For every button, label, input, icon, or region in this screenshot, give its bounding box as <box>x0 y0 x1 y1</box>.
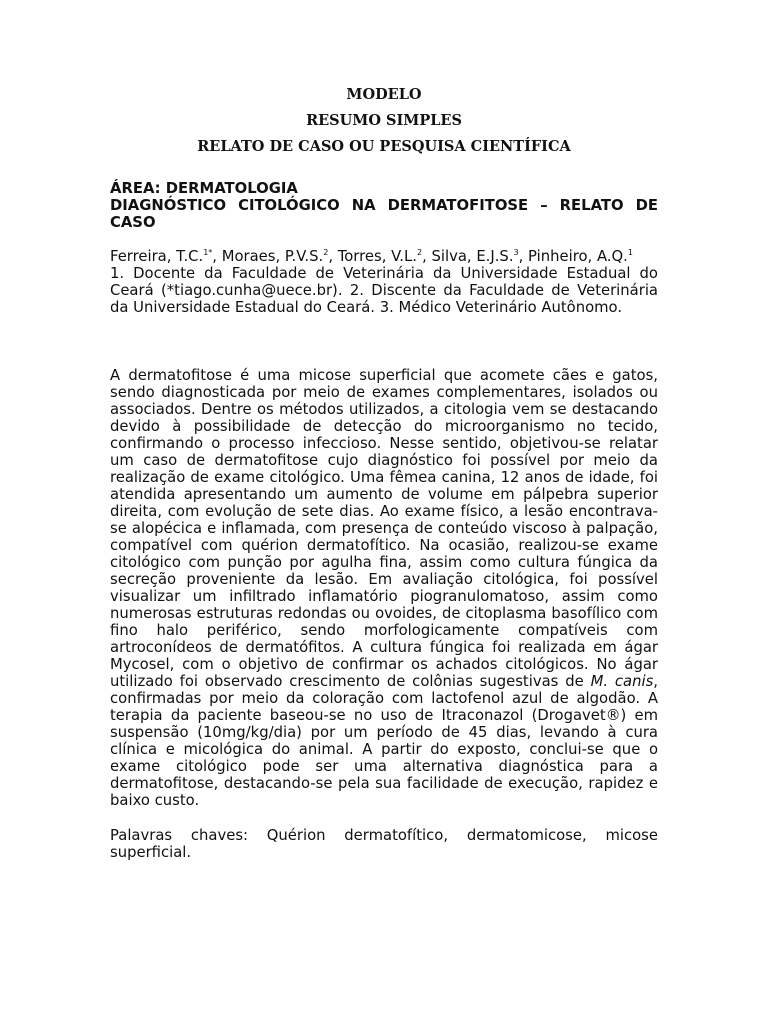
header-relato-de-caso: RELATO DE CASO OU PESQUISA CIENTÍFICA <box>197 138 571 155</box>
author-3-affiliation-mark: 2 <box>416 248 423 257</box>
author-list <box>110 248 658 265</box>
author-5-affiliation-mark: 1 <box>627 248 633 257</box>
author-5-name: , Pinheiro, A.Q. <box>518 248 628 265</box>
area-section <box>110 180 658 231</box>
area-label: ÁREA: DERMATOLOGIA <box>110 180 298 197</box>
author-2-affiliation-mark: 2 <box>323 248 329 257</box>
abstract-text-part-2: , confirmadas por meio da coloração com lactofenol azul de algodão. A terapia da paciente baseou-se no uso de Itraconazol (Drogavet®) em suspensão (10mg/kg/dia) por um período de 45 dias, levando à cura clínica e micológica do animal. A partir do exposto, conclui-se que o exame citológico pode ser uma alternativa diagnóstica para a dermatofitose, destacando-se pela sua facilidade de execução, rapidez e baixo custo. <box>110 673 658 809</box>
keywords-text: Palavras chaves: Quérion dermatofítico, dermatomicose, micose superficial. <box>110 827 658 861</box>
author-1-name: Ferreira, T.C. <box>110 248 204 265</box>
author-2-name: , Moraes, P.V.S. <box>212 248 324 265</box>
abstract-text <box>110 367 658 809</box>
header-modelo: MODELO <box>346 86 422 103</box>
author-1-affiliation-mark: 1* <box>203 248 213 257</box>
authors-section <box>110 248 658 316</box>
author-4-name: , Silva, E.J.S. <box>422 248 514 265</box>
abstract-title: DIAGNÓSTICO CITOLÓGICO NA DERMATOFITOSE – RELATO DE CASO <box>110 197 658 231</box>
author-3-name: , Torres, V.L. <box>328 248 417 265</box>
species-name: M. canis <box>590 673 654 690</box>
abstract-section <box>110 367 658 809</box>
header-resumo-simples: RESUMO SIMPLES <box>306 112 462 129</box>
author-4-affiliation-mark: 3 <box>513 248 519 257</box>
keywords-section <box>110 827 658 861</box>
affiliations-text: 1. Docente da Faculdade de Veterinária da Universidade Estadual do Ceará (*tiago.cunha@uece.br). 2. Discente da Faculdade de Veterinária da Universidade Estadual do Ceará. 3. Médico Veterinário Autônomo. <box>110 265 658 316</box>
abstract-text-part-1: A dermatofitose é uma micose superficial que acomete cães e gatos, sendo diagnosticada por meio de exames complementares, isolados ou associados. Dentre os métodos utilizados, a citologia vem se destacando devido à possibilidade de detecção do microorganismo no tecido, confirmando o processo infeccioso. Nesse sentido, objetivou-se relatar um caso de dermatofitose cujo diagnóstico foi possível por meio da realização de exame citológico. Uma fêmea canina, 12 anos de idade, foi atendida apresentando um aumento de volume em pálpebra superior direita, com evolução de sete dias. Ao exame físico, a lesão encontrava-se alopécica e inflamada, com presença de conteúdo viscoso à palpação, compatível com quérion dermatofítico. Na ocasião, realizou-se exame citológico com punção por agulha fina, assim como cultura fúngica da secreção proveniente da lesão. Em avaliação citológica, foi possível visualizar um infiltrado inflamatório piogranulomatoso, assim como numerosas estruturas redondas ou ovoides, de citoplasma basofílico com fino halo periférico, sendo morfologicamente compatíveis com artroconídeos de dermatófitos. A cultura fúngica foi realizada em ágar Mycosel, com o objetivo de confirmar os achados citológicos. No ágar utilizado foi observado crescimento de colônias sugestivas de <box>110 367 658 690</box>
